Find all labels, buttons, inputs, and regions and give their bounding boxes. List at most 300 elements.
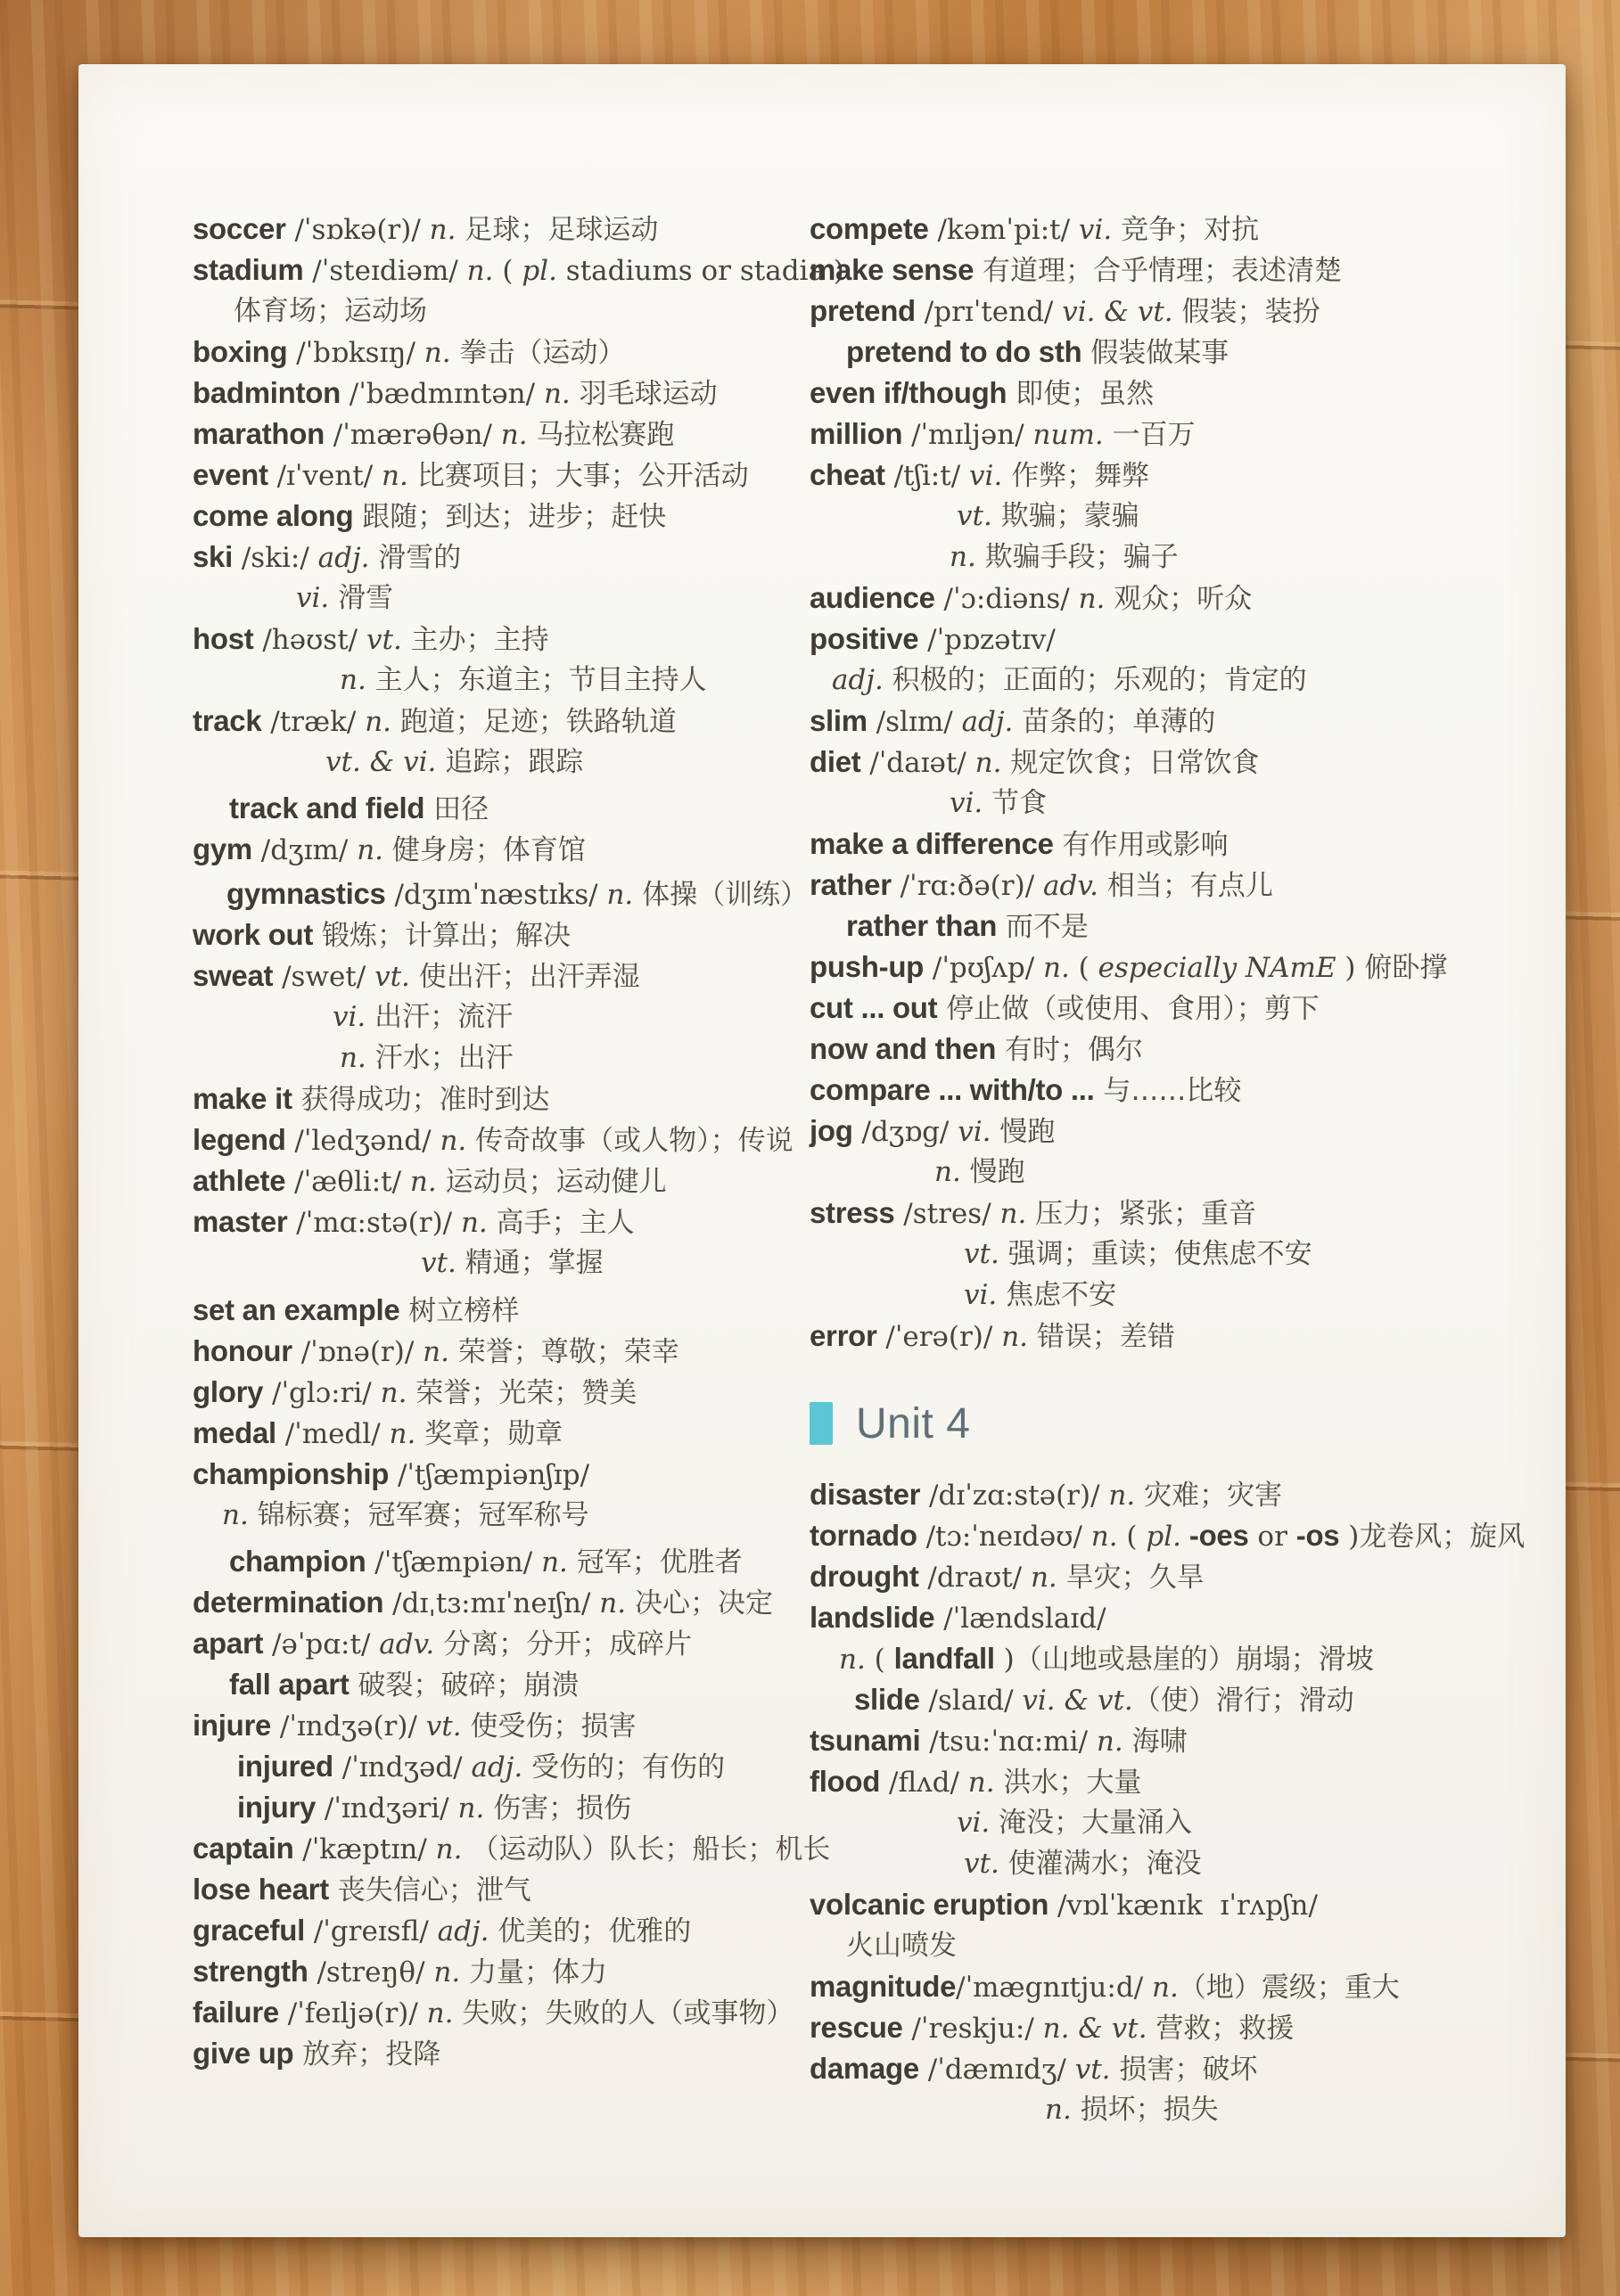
pos-label: n. (950, 541, 976, 573)
headword: work out (193, 918, 314, 951)
pos-label: vt. (964, 1848, 999, 1880)
vocab-line (193, 873, 817, 914)
chinese-gloss: 节食 (983, 787, 1048, 819)
headword: badminton (193, 376, 341, 409)
headword: ski (193, 540, 233, 573)
headword: cut ... out (810, 991, 938, 1024)
headword: injure (193, 1709, 272, 1742)
pos-label: vi. (964, 1279, 998, 1311)
headword: legend (193, 1123, 286, 1156)
vocab-line (193, 1992, 817, 2033)
chinese-gloss: 俯卧撑 (1355, 952, 1448, 984)
phonetic: /kəmˈpi:t/ (928, 214, 1079, 246)
vocab-line (810, 455, 1523, 496)
vocab-line (810, 824, 1523, 865)
chinese-gloss: 传奇故事（或人物）；传说 (466, 1125, 794, 1157)
pos-label: n. (1043, 952, 1070, 984)
vocab-line (193, 455, 817, 496)
pos-label: vi. (957, 1807, 991, 1839)
phonetic: ) (1339, 1521, 1360, 1553)
chinese-gloss: 停止做（或使用、食用）；剪下 (937, 993, 1320, 1025)
chinese-gloss: 错误；差错 (1028, 1321, 1175, 1353)
chinese-gloss: 灾难；灾害 (1135, 1480, 1283, 1512)
phonetic: /flʌd/ (880, 1767, 968, 1799)
vocab-line (810, 496, 1523, 537)
pos-label: n. (426, 1997, 454, 2030)
vocab-line (193, 1372, 817, 1413)
chinese-gloss: 力量；体力 (460, 1956, 608, 1988)
vocab-line (193, 1413, 817, 1454)
vocab-line (810, 2007, 1523, 2048)
chinese-gloss: 损害；破坏 (1110, 2054, 1258, 2086)
headword: athlete (193, 1164, 286, 1197)
chinese-gloss: 追踪；跟踪 (436, 746, 584, 778)
pos-label: adv. (1043, 870, 1099, 902)
vocab-line (193, 1664, 817, 1705)
chinese-gloss: 损坏；损失 (1071, 2094, 1219, 2126)
headword: honour (193, 1334, 292, 1367)
pos-label: vi. (333, 1001, 366, 1033)
vocab-line (193, 1331, 817, 1372)
headword: event (193, 458, 268, 491)
vocab-line (810, 906, 1523, 947)
chinese-gloss: 慢跑 (960, 1156, 1025, 1188)
pos-label: n. (435, 1833, 463, 1866)
chinese-gloss: 体育场；运动场 (234, 295, 427, 327)
phonetic: /ˈsteɪdiəm/ (303, 255, 467, 287)
vocab-line (193, 1242, 817, 1283)
chinese-gloss: 锦标赛；冠军赛；冠军称号 (248, 1499, 589, 1531)
phonetic: /ˈpɒzətɪv/ (918, 624, 1056, 656)
chinese-gloss: （地）震级；重大 (1178, 1972, 1400, 2004)
vocab-line (810, 373, 1523, 414)
chinese-gloss: 丧失信心；泄气 (328, 1874, 531, 1906)
headword: tornado (810, 1519, 917, 1552)
chinese-gloss: 冠军；优胜者 (567, 1546, 743, 1578)
headword: flood (810, 1765, 881, 1798)
unit-4-header (810, 1396, 1523, 1451)
pos-label: vt. & vi. (325, 746, 437, 778)
pos-label: n. (1152, 1972, 1179, 2004)
phonetic: /dʒɪm/ (251, 834, 358, 866)
vocab-line (810, 537, 1523, 578)
phonetic: stadiums or stadia ) (556, 255, 844, 287)
chinese-gloss: 分离；分开；成碎片 (434, 1628, 693, 1660)
pos-label: n. (541, 1546, 568, 1578)
chinese-gloss: 决心；决定 (626, 1587, 773, 1620)
vocab-line (193, 373, 817, 414)
phonetic: /tsu:ˈnɑ:mi/ (920, 1726, 1097, 1758)
chinese-gloss: 健身房；体育馆 (383, 834, 586, 866)
pos-label: vt. (957, 500, 992, 532)
pos-label: n. (839, 1644, 866, 1676)
vocab-line (193, 1623, 817, 1664)
vocab-line (810, 414, 1523, 455)
vocab-line (810, 1275, 1523, 1316)
pos-label: n. (440, 1125, 467, 1157)
chinese-gloss: 跑道；足迹；铁路轨道 (391, 706, 677, 738)
chinese-gloss: 压力；紧张；重音 (1026, 1198, 1257, 1230)
pos-label: vi. & vt. (1062, 296, 1173, 328)
pos-label: n. (974, 747, 1002, 779)
headword: graceful (193, 1914, 305, 1947)
pos-label: vt. (421, 1247, 456, 1279)
headword: landslide (810, 1601, 935, 1634)
pos-label: vi. (958, 1116, 991, 1148)
headword: set an example (193, 1293, 400, 1326)
chinese-gloss: 火山喷发 (846, 1930, 957, 1962)
phonetic: /ˈglɔ:ri/ (263, 1377, 381, 1409)
pos-label: n. (543, 378, 571, 410)
vocab-line (193, 537, 817, 578)
headword: gym (193, 832, 252, 865)
vocab-line (193, 414, 817, 455)
chinese-gloss: 苗条的；单薄的 (1013, 706, 1216, 738)
pos-label: n. (340, 664, 366, 696)
chinese-gloss: 营救；救援 (1147, 2013, 1295, 2045)
headword: sweat (193, 959, 274, 992)
vocab-line (810, 1111, 1523, 1152)
headword: landfall (893, 1642, 995, 1675)
headword: make a difference (810, 827, 1054, 860)
headword: strength (193, 1955, 308, 1988)
phonetic: /slaɪd/ (919, 1685, 1023, 1717)
phonetic: /ˈɪndʒəri/ (316, 1792, 458, 1824)
vocab-line (193, 1119, 817, 1160)
pos-label: n. (389, 1418, 416, 1450)
vocabulary-page (78, 64, 1566, 2237)
phonetic: /streŋθ/ (308, 1956, 434, 1988)
phonetic: /ɪˈvent/ (267, 460, 382, 492)
phonetic: /ˈsɒkə(r)/ (285, 214, 430, 246)
phonetic: /swet/ (273, 961, 375, 993)
chinese-gloss: 荣誉；光荣；赞美 (407, 1377, 637, 1409)
pos-label: n. (1108, 1480, 1136, 1512)
headword: rescue (810, 2011, 903, 2044)
phonetic: ( (493, 255, 522, 287)
phonetic: /tʃi:t/ (884, 460, 970, 492)
phonetic: /dɪˈzɑ:stə(r)/ (920, 1480, 1109, 1512)
chinese-gloss: 树立榜样 (399, 1295, 520, 1327)
phonetic: ( (865, 1644, 894, 1676)
headword: marathon (193, 417, 325, 450)
vocab-line (810, 1802, 1523, 1843)
vocab-line (810, 1679, 1523, 1720)
headword: magnitude (810, 1970, 957, 2003)
headword: stadium (193, 253, 304, 286)
vocab-line (193, 701, 817, 742)
chinese-gloss: 即使；虽然 (1007, 378, 1155, 410)
vocab-line (810, 742, 1523, 783)
vocab-line (193, 619, 817, 660)
headword: determination (193, 1586, 384, 1619)
headword: positive (810, 622, 919, 655)
chinese-gloss: 奖章；勋章 (415, 1418, 563, 1450)
chinese-gloss: 马拉松赛跑 (527, 419, 675, 451)
headword: -oes (1181, 1519, 1249, 1552)
pos-label: n. (429, 214, 456, 246)
pos-label: n. (599, 1587, 627, 1620)
chinese-gloss: 田径 (424, 793, 489, 825)
headword: stress (810, 1196, 895, 1229)
chinese-gloss: 荣誉；尊敬；荣幸 (448, 1336, 679, 1368)
phonetic: /ˈdæmɪdʒ/ (918, 2054, 1075, 2086)
pos-label: adj. (437, 1915, 489, 1948)
vocab-line (810, 1316, 1523, 1357)
vocab-line (810, 1515, 1523, 1556)
vocab-line (193, 1910, 817, 1951)
headword: host (193, 622, 254, 655)
headword: million (810, 417, 903, 450)
chinese-gloss: 放弃；投降 (293, 2038, 441, 2070)
vocab-line (193, 1787, 817, 1828)
chinese-gloss: 观众；听众 (1105, 583, 1253, 615)
vocab-line (193, 1037, 817, 1078)
pos-label: n. (380, 1377, 407, 1409)
phonetic: /həʊst/ (253, 624, 366, 656)
headword: make it (193, 1082, 292, 1115)
phonetic: /ˈmɪljən/ (902, 419, 1033, 451)
chinese-gloss: 假装；装扮 (1172, 296, 1320, 328)
chinese-gloss: 一百万 (1103, 419, 1196, 451)
chinese-gloss: 而不是 (997, 911, 1089, 943)
pos-label: n. (1001, 1321, 1029, 1353)
phonetic: /dɪˌtɜ:mɪˈneɪʃn/ (383, 1587, 600, 1620)
phonetic: /ˈbædmɪntən/ (340, 378, 544, 410)
pos-label: vt. (964, 1238, 999, 1270)
vocab-line (810, 1474, 1523, 1515)
pos-label: n. (1090, 1521, 1118, 1553)
pos-label: adj. (832, 664, 884, 696)
headword: fall apart (229, 1668, 349, 1701)
headword: -os (1295, 1519, 1340, 1552)
pos-label: n. (1096, 1726, 1123, 1758)
pos-label: n. (500, 419, 528, 451)
vocab-line (810, 1638, 1523, 1679)
headword: champion (229, 1545, 366, 1578)
chinese-gloss: 淹没；大量涌入 (990, 1807, 1193, 1839)
headword: audience (810, 581, 935, 614)
chinese-gloss: 慢跑 (991, 1116, 1056, 1148)
chinese-gloss: 使受伤；损害 (461, 1710, 637, 1742)
pos-label: adj. (961, 706, 1014, 738)
chinese-gloss: 积极的；正面的；乐观的；肯定的 (883, 664, 1307, 696)
chinese-gloss: 跟随；到达；进步；赶快 (353, 501, 667, 533)
vocab-line (810, 1556, 1523, 1597)
pos-label: vi. & vt. (1022, 1685, 1133, 1717)
pos-label: n. & vt. (1042, 2013, 1147, 2045)
pos-label: n. (433, 1956, 461, 1988)
vocab-line (193, 1705, 817, 1746)
pos-label: n. (382, 460, 408, 492)
vocab-line (810, 1029, 1523, 1070)
phonetic: /ˈrɑ:ðə(r)/ (891, 870, 1043, 902)
vocab-line (810, 865, 1523, 906)
headword: error (810, 1319, 877, 1352)
vocab-line (810, 619, 1523, 660)
vocab-line (810, 660, 1523, 701)
chinese-gloss: 失败；失败的人（或事物） (453, 1997, 794, 2030)
headword: volcanic eruption (810, 1888, 1049, 1921)
headword: track (193, 704, 262, 737)
chinese-gloss: 有道理；合乎情理；表述清楚 (974, 255, 1342, 287)
headword: pretend (810, 294, 916, 327)
vocab-line (810, 1925, 1523, 1966)
vocab-line (810, 332, 1523, 373)
headword: compare ... with/to ... (810, 1073, 1095, 1106)
chinese-gloss: 锻炼；计算出；解决 (313, 920, 571, 952)
headword: injury (237, 1791, 317, 1824)
phonetic: /ˈtʃæmpiənʃɪp/ (389, 1459, 590, 1491)
chinese-gloss: 作弊；舞弊 (1002, 460, 1150, 492)
phonetic: /draʊt/ (918, 1562, 1031, 1594)
vocab-line (810, 947, 1523, 988)
vocab-line (810, 1597, 1523, 1638)
chinese-gloss: 足球；足球运动 (456, 214, 659, 246)
vocab-line (193, 1951, 817, 1992)
chinese-gloss: 汗水；出汗 (366, 1042, 514, 1074)
chinese-gloss: 与……比较 (1094, 1075, 1242, 1107)
vocab-line (193, 955, 817, 996)
phonetic: /træk/ (261, 706, 366, 738)
chinese-gloss: 滑雪的 (369, 542, 462, 574)
vocab-line (193, 1495, 817, 1536)
phonetic: ( (1069, 952, 1098, 984)
vocab-line (193, 291, 817, 332)
chinese-gloss: 伤害；损伤 (484, 1792, 632, 1824)
vocab-line (810, 1761, 1523, 1802)
headword: injured (237, 1750, 333, 1783)
phonetic: /ˈmærəθən/ (324, 419, 501, 451)
headword: drought (810, 1560, 919, 1593)
pos-label: n. (466, 255, 494, 287)
chinese-gloss: （使）滑行；滑动 (1132, 1685, 1354, 1717)
headword: lose heart (193, 1873, 329, 1906)
chinese-gloss: 受伤的；有伤的 (522, 1751, 726, 1784)
phonetic: ( (1117, 1521, 1147, 1553)
chinese-gloss: 使出汗；出汗弄湿 (409, 961, 640, 993)
chinese-gloss: 比赛项目；大事；公开活动 (407, 460, 749, 492)
vocab-line (193, 1869, 817, 1910)
vocab-line (193, 914, 817, 955)
chinese-gloss: 旱灾；久旱 (1057, 1562, 1205, 1594)
headword: master (193, 1205, 288, 1238)
vocab-line (810, 209, 1523, 250)
vocab-line (810, 578, 1523, 619)
headword: even if/though (810, 376, 1007, 409)
chinese-gloss: （运动队）队长；船长；机长 (462, 1833, 831, 1866)
chinese-gloss: 运动员；运动健儿 (436, 1166, 667, 1198)
phonetic: /ˈerə(r)/ (876, 1321, 1002, 1353)
pos-label: pl. (1146, 1521, 1182, 1553)
pos-label: n. (606, 879, 634, 911)
vocab-line (193, 996, 817, 1037)
vocab-line (810, 783, 1523, 824)
vocab-line (193, 660, 817, 701)
headword: now and then (810, 1032, 997, 1065)
chinese-gloss: 假装做某事 (1081, 337, 1229, 369)
chinese-gloss: 羽毛球运动 (570, 378, 718, 410)
pos-label: vt. (425, 1710, 462, 1742)
chinese-gloss: 体操（训练） (633, 879, 809, 911)
vocab-line (810, 1720, 1523, 1761)
phonetic: /ˈɒnə(r)/ (292, 1336, 424, 1368)
vocab-line (810, 1234, 1523, 1275)
phonetic: ) (1336, 952, 1356, 984)
vocab-line (810, 250, 1523, 291)
chinese-gloss: 主人；东道主；节目主持人 (366, 664, 707, 696)
headword: gymnastics (226, 877, 386, 910)
vocab-line (810, 1193, 1523, 1234)
phonetic: /ˈmægnɪtju:d/ (956, 1972, 1152, 2004)
pos-label: vt. (366, 624, 402, 656)
phonetic: /ˈæθli:t/ (285, 1166, 410, 1198)
phonetic: /ski:/ (232, 542, 318, 574)
vocab-line (810, 2048, 1523, 2089)
phonetic: /ˈledʒənd/ (285, 1125, 440, 1157)
headword: tsunami (810, 1724, 921, 1757)
pos-label: adj. (317, 542, 370, 574)
phonetic: /əˈpɑ:t/ (263, 1628, 380, 1660)
headword: cheat (810, 458, 885, 491)
chinese-gloss: 欺骗手段；骗子 (975, 541, 1179, 573)
vocab-line (193, 1160, 817, 1201)
chinese-gloss: 出汗；流汗 (366, 1001, 514, 1033)
vocab-line (810, 988, 1523, 1029)
headword: captain (193, 1832, 294, 1865)
pos-label: n. (424, 337, 451, 369)
pos-label: n. (999, 1198, 1027, 1230)
chinese-gloss: 主办；主持 (401, 624, 549, 656)
headword: failure (193, 1996, 279, 2029)
phonetic: /ˈgreɪsfl/ (304, 1915, 438, 1948)
phonetic: /dʒɒg/ (852, 1116, 958, 1148)
pos-label: vt. (1074, 2054, 1111, 2086)
vocab-line (810, 1152, 1523, 1193)
right-column (810, 209, 1523, 2130)
pos-label: n. (934, 1156, 961, 1188)
vocab-line (193, 1201, 817, 1242)
chinese-gloss: 强调；重读；使焦虑不安 (999, 1238, 1312, 1270)
chinese-gloss: 规定饮食；日常饮食 (1001, 747, 1260, 779)
headword: boxing (193, 335, 288, 368)
headword: damage (810, 2052, 919, 2085)
vocab-line (810, 291, 1523, 332)
vocab-line (193, 1078, 817, 1119)
headword: rather (810, 868, 892, 901)
headword: championship (193, 1457, 390, 1490)
chinese-gloss: 有作用或影响 (1053, 829, 1229, 861)
vocab-line (810, 1070, 1523, 1111)
pos-label: vi. (950, 787, 983, 819)
phonetic: /dʒɪmˈnæstɪks/ (385, 879, 607, 911)
pos-label: n. (1078, 583, 1106, 615)
headword: compete (810, 212, 929, 245)
headword: disaster (810, 1478, 921, 1511)
phonetic: /ˈɪndʒəd/ (333, 1751, 472, 1784)
chinese-gloss: 有时；偶尔 (996, 1034, 1143, 1066)
headword: jog (810, 1114, 853, 1147)
phonetic: or (1248, 1521, 1296, 1553)
pos-label: n. (460, 1207, 488, 1239)
phonetic: /ˈbɒksɪŋ/ (287, 337, 424, 369)
vocab-line (193, 829, 817, 870)
chinese-gloss: 高手；主人 (487, 1207, 635, 1239)
headword: apart (193, 1627, 264, 1660)
phonetic: /ˈɪndʒə(r)/ (271, 1710, 426, 1742)
phonetic: /ˈlændslaɪd/ (934, 1603, 1106, 1635)
chinese-gloss: 龙卷风；旋风 (1359, 1521, 1525, 1553)
